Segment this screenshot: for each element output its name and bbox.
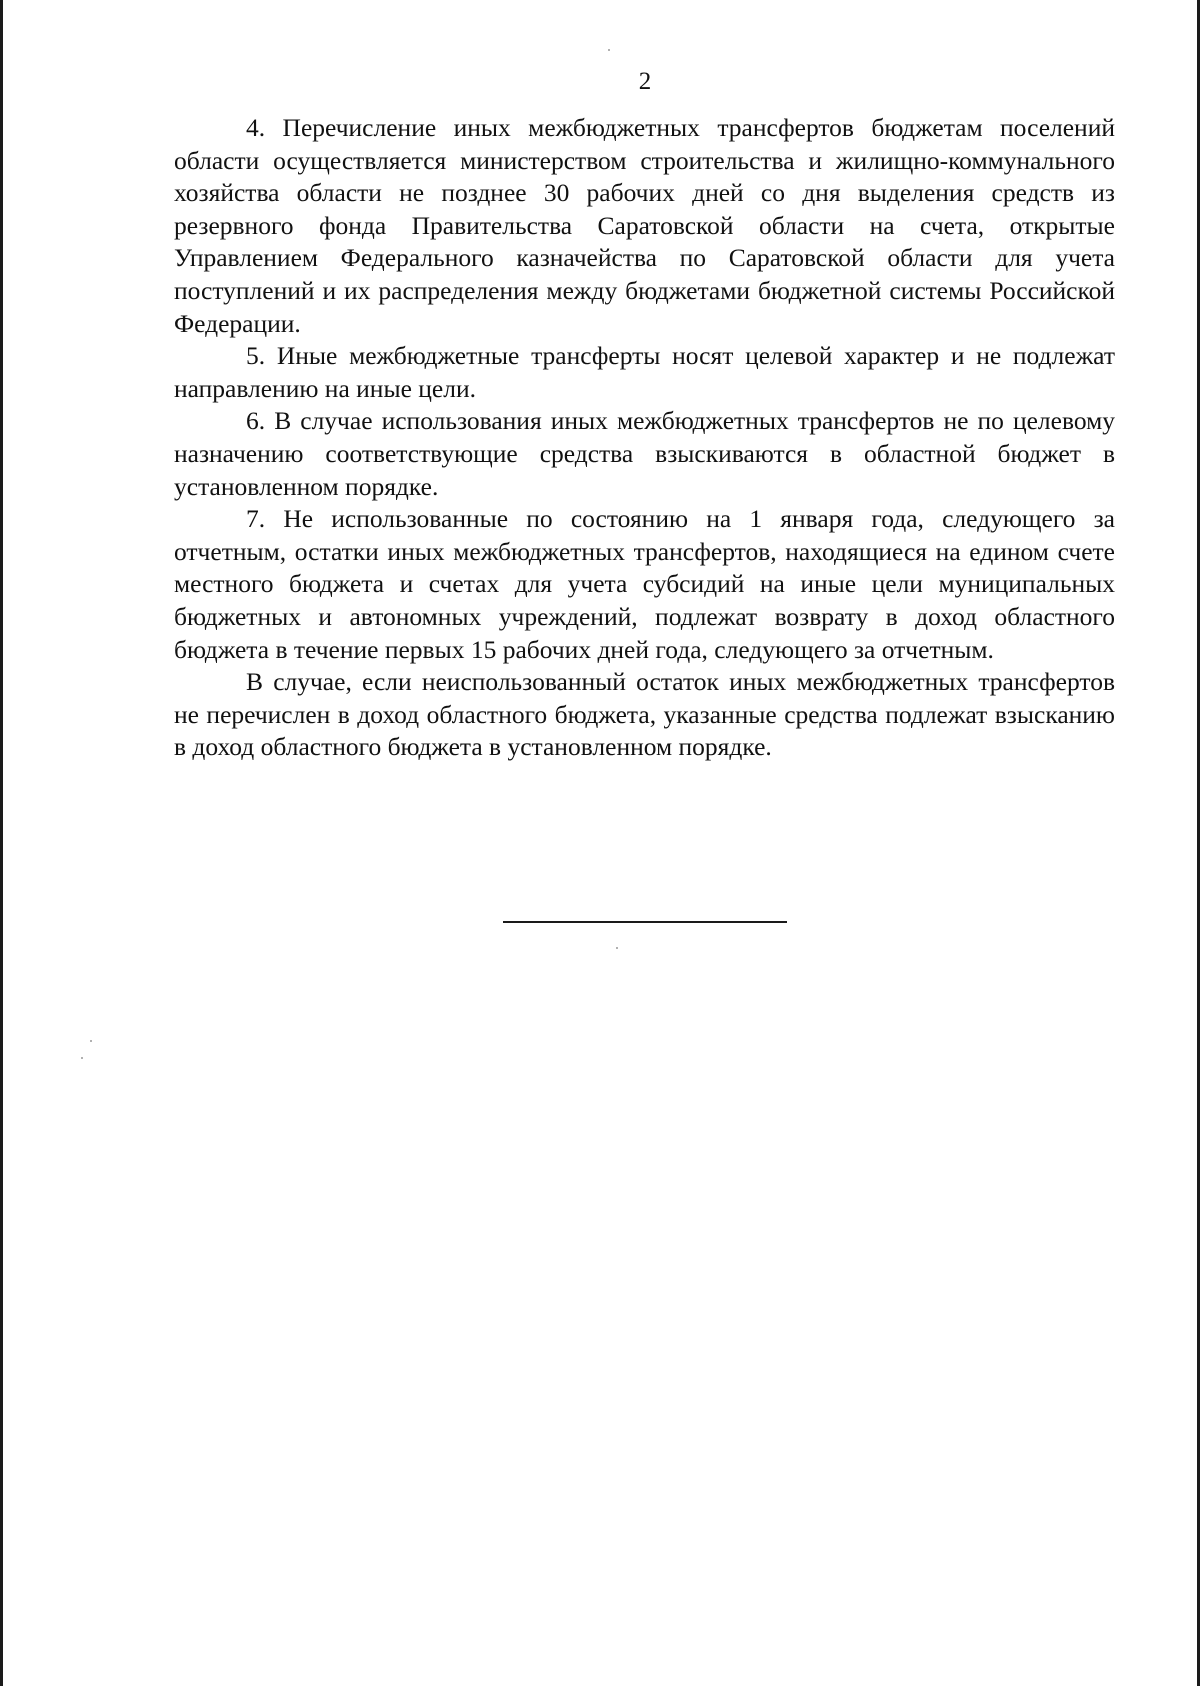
paragraph-5: 5. Иные межбюджетные трансферты носят целевой характер и не подлежат направлению на иные цели.: [174, 341, 1115, 403]
scan-speck: [81, 1057, 83, 1059]
page-number: 2: [638, 68, 652, 95]
scan-border-left: [0, 0, 3, 1686]
end-of-text-separator: [503, 921, 787, 923]
document-body: [174, 112, 1115, 764]
paragraph-7: 7. Не использованные по состоянию на 1 января года, следующего за отчетным, остатки иных межбюджетных трансфертов, находящиеся на едином счете местного бюджета и счетах для учета субсидий на иные цели муниципальных бюджетных и автономных учреждений, подлежат возврату в доход областного бюджета в течение первых 15 рабочих дней года, следующего за отчетным.: [174, 504, 1115, 664]
paragraph-7-continuation: В случае, если неиспользованный остаток иных межбюджетных трансфертов не перечислен в доход областного бюджета, указанные средства подлежат взысканию в доход областного бюджета в установленном порядке.: [174, 667, 1115, 762]
scan-speck: [616, 947, 618, 949]
scan-speck: [90, 1040, 92, 1042]
paragraph-4: 4. Перечисление иных межбюджетных трансфертов бюджетам поселений области осуществляется министерством строительства и жилищно-коммунального хозяйства области не позднее 30 рабочих дней со дня выделения средств из резервного фонда Правительства Саратовской области на счета, открытые Управлением Федерального казначейства по Саратовской области для учета поступлений и их распределения между бюджетами бюджетной системы Российской Федерации.: [174, 113, 1115, 338]
paragraph-6: 6. В случае использования иных межбюджетных трансфертов не по целевому назначению соответствующие средства взыскиваются в областной бюджет в установленном порядке.: [174, 406, 1115, 501]
scan-speck: [608, 49, 610, 51]
